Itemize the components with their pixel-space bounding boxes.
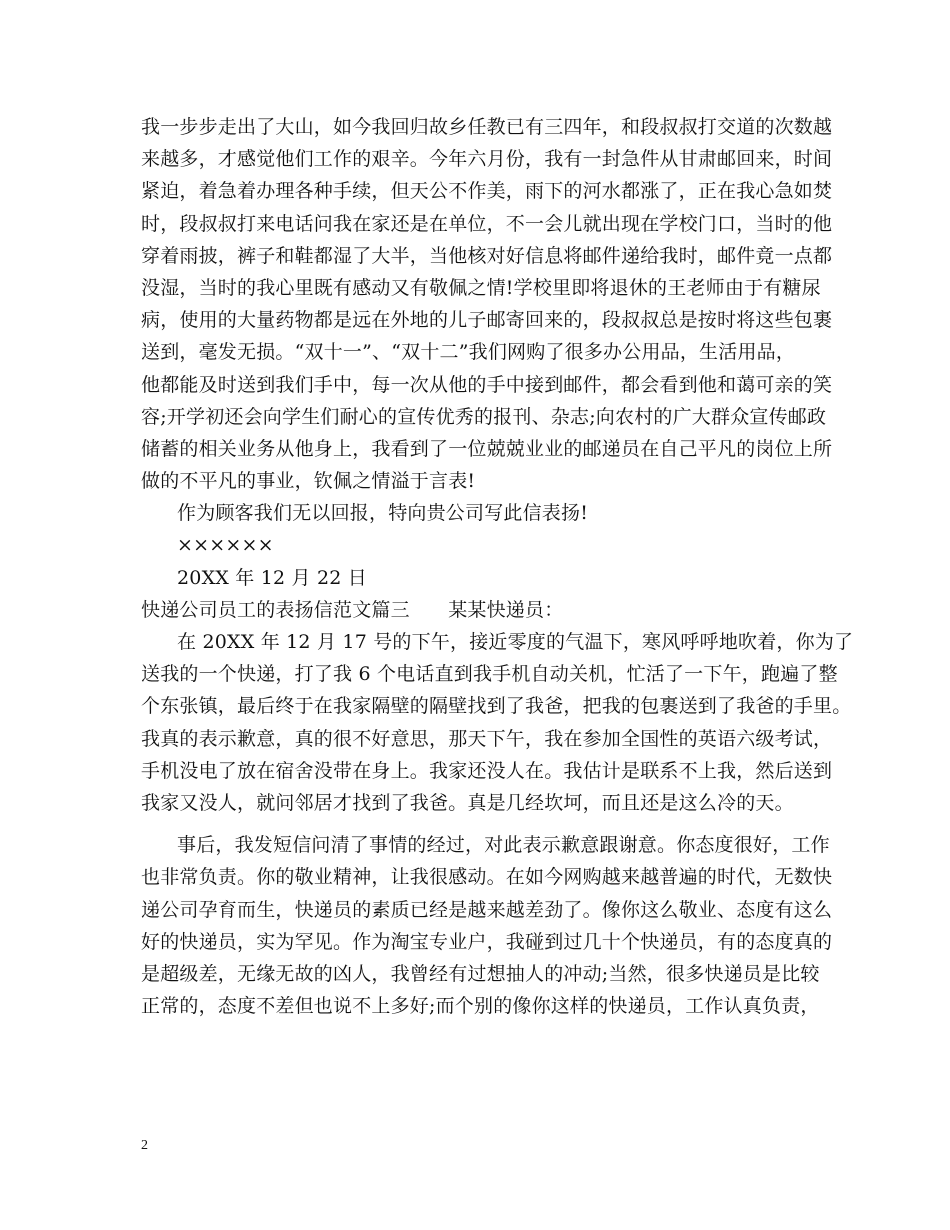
text-line: 容;开学初还会向学生们耐心的宣传优秀的报刊、杂志;向农村的广大群众宣传邮政	[141, 405, 827, 428]
text-line: 递公司孕育而生，快递员的素质已经是越来越差劲了。像你这么敬业、态度有这么	[141, 898, 833, 921]
text-line: 做的不平凡的事业，钦佩之情溢于言表!	[141, 470, 476, 493]
text-line: 也非常负责。你的敬业精神，让我很感动。在如今网购越来越普遍的时代，无数快	[141, 866, 833, 889]
text-line: 储蓄的相关业务从他身上，我看到了一位兢兢业业的邮递员在自己平凡的岗位上所	[141, 437, 833, 460]
text-line: 穿着雨披，裤子和鞋都湿了大半，当他核对好信息将邮件递给我时，邮件竟一点都	[141, 244, 833, 267]
text-line: 病，使用的大量药物都是远在外地的儿子邮寄回来的，段叔叔总是按时将这些包裹	[141, 309, 833, 332]
text-line: 时，段叔叔打来电话问我在家还是在单位，不一会儿就出现在学校门口，当时的他	[141, 212, 833, 235]
text-line: 没湿，当时的我心里既有感动又有敬佩之情!学校里即将退休的王老师由于有糖尿	[141, 276, 821, 299]
text-line: 在 20XX 年 12 月 17 号的下午，接近零度的气温下，寒风呼呼地吹着，你为了	[177, 631, 854, 653]
text-line: 他都能及时送到我们手中，每一次从他的手中接到邮件，都会看到他和蔼可亲的笑	[141, 373, 833, 396]
text-line: 手机没电了放在宿舍没带在身上。我家还没人在。我估计是联系不上我，然后送到	[141, 759, 833, 782]
text-line: 来越多，才感觉他们工作的艰辛。今年六月份，我有一封急件从甘肃邮回来，时间	[141, 148, 833, 171]
closing-line: 作为顾客我们无以回报，特向贵公司写此信表扬!	[177, 502, 589, 525]
signature: ××××××	[177, 534, 274, 557]
text-line: 是超级差，无缘无故的凶人，我曾经有过想抽人的冲动;当然，很多快递员是比较	[141, 962, 820, 985]
text-line: 我家又没人，就问邻居才找到了我爸。真是几经坎坷，而且还是这么冷的天。	[141, 791, 794, 814]
text-line: 我一步步走出了大山，如今我回归故乡任教已有三四年，和段叔叔打交道的次数越	[141, 116, 833, 138]
text-line: 好的快递员，实为罕见。作为淘宝专业户，我碰到过几十个快递员，有的态度真的	[141, 930, 833, 953]
text-line: 个东张镇，最后终于在我家隔壁的隔壁找到了我爸，把我的包裹送到了我爸的手里。	[141, 695, 852, 718]
document-body	[141, 111, 854, 1022]
text-line: 我真的表示歉意，真的很不好意思，那天下午，我在参加全国性的英语六级考试，	[141, 727, 833, 750]
text-line: 送我的一个快递，打了我 6 个电话直到我手机自动关机，忙活了一下午，跑遍了整	[141, 663, 838, 686]
text-line: 送到，毫发无损。“双十一”、“双十二”我们网购了很多办公用品，生活用品，	[141, 341, 796, 364]
letter-date: 20XX 年 12 月 22 日	[177, 566, 367, 589]
section-heading: 快递公司员工的表扬信范文篇三 某某快递员：	[141, 598, 564, 621]
page-number: 2	[141, 1138, 148, 1153]
text-line: 正常的，态度不差但也说不上多好;而个别的像你这样的快递员，工作认真负责，	[141, 995, 820, 1018]
paragraph-gap	[141, 819, 831, 829]
text-line: 紧迫，着急着办理各种手续，但天公不作美，雨下的河水都涨了，正在我心急如焚	[141, 180, 833, 203]
text-line: 事后，我发短信问清了事情的经过，对此表示歉意跟谢意。你态度很好，工作	[177, 834, 830, 857]
